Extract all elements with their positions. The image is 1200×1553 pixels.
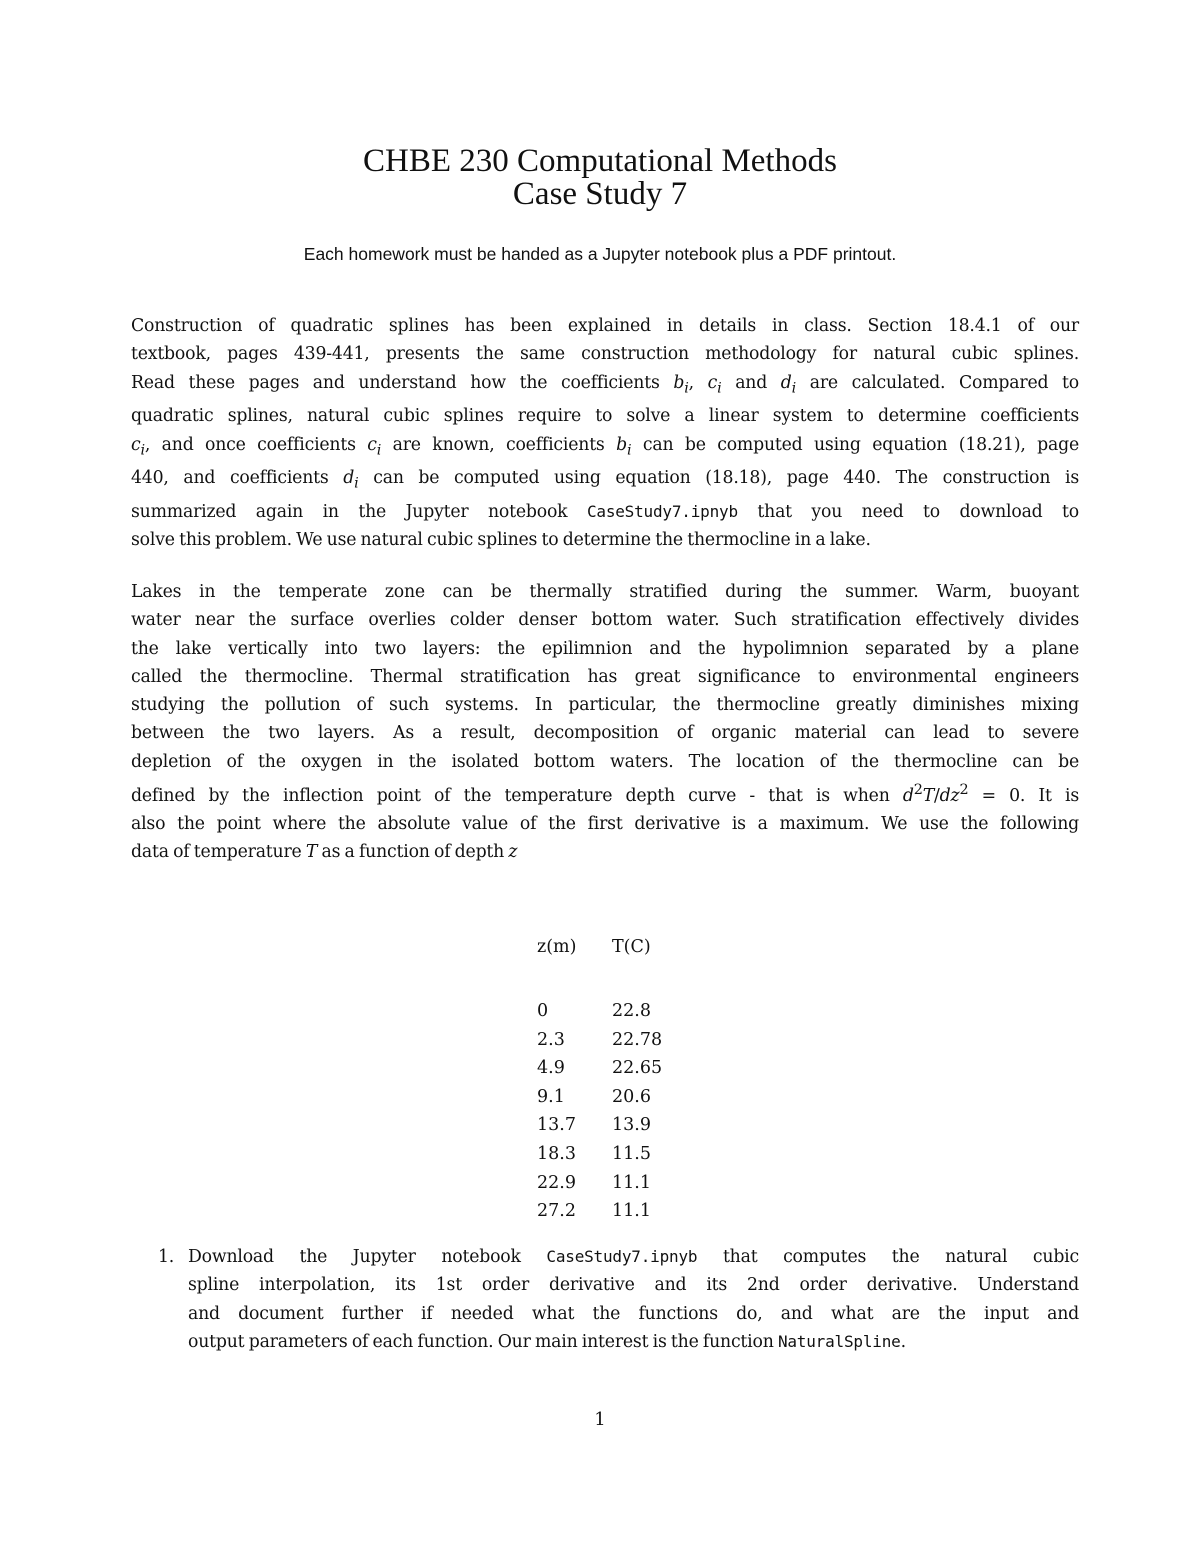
page-number: 1 [594, 1409, 606, 1430]
subtitle: Each homework must be handed as a Jupyter notebook plus a PDF printout. [303, 244, 897, 264]
table-row: 9.1 20.6 [537, 1086, 651, 1107]
list-item-number: 1. [158, 1247, 175, 1267]
paragraph-line: Construction of quadratic splines has been explained in details in class. Section 18.4.1 of our [131, 316, 1079, 336]
temperature-depth-table [537, 937, 672, 1226]
list-line: and document further if needed what the functions do, and what are the input and [188, 1303, 1079, 1324]
paragraph-line: studying the pollution of such systems. In particular, the thermocline greatly diminishes mixing [131, 695, 1079, 716]
paragraph-line: called the thermocline. Thermal stratification has great significance to environmental engineers [131, 666, 1079, 687]
table-row: 27.2 11.1 [537, 1201, 651, 1222]
table-header [537, 937, 672, 977]
paragraph-line: also the point where the absolute value of the first derivative is a maximum. We use the following [131, 814, 1079, 835]
paragraph-line: quadratic splines, natural cubic splines require to solve a linear system to determine coefficients [131, 406, 1079, 427]
paragraph-2 [131, 578, 1079, 867]
paragraph-line: Read these pages and understand how the coefficients $b_i$, $c_i$ and $d_i$ are calculated. Compared to [131, 372, 1079, 397]
list-item [188, 1243, 1079, 1356]
paragraph-line: water near the surface overlies colder denser bottom water. Such stratification effectively divides [131, 610, 1079, 631]
paragraph-line: textbook, pages 439-441, presents the same construction methodology for natural cubic splines. [131, 344, 1079, 365]
title-line-2: Case Study 7 [512, 176, 688, 212]
column-header-depth: z(m) [537, 937, 577, 957]
paragraph-line: 440, and coefficients $d_i$ can be computed using equation (18.18), page 440. The construction is [131, 468, 1079, 492]
table-row: 0 22.8 [537, 1001, 651, 1021]
table-row: 4.9 22.65 [537, 1058, 663, 1079]
paragraph-line: solve this problem. We use natural cubic splines to determine the thermocline in a lake. [131, 530, 871, 551]
table-row: 2.3 22.78 [537, 1029, 663, 1050]
paragraph-line: depletion of the oxygen in the isolated bottom waters. The location of the thermocline can be [131, 751, 1079, 772]
paragraph-1 [131, 312, 1079, 555]
table-row: 18.3 11.5 [537, 1143, 651, 1164]
paragraph-line: between the two layers. As a result, decomposition of organic material can lead to severe [131, 723, 1079, 744]
table-row: 13.7 13.9 [537, 1115, 651, 1136]
paragraph-line: $c_i$, and once coefficients $c_i$ are known, coefficients $b_i$ can be computed using equation (18.21), page [131, 434, 1079, 459]
list-line: output parameters of each function. Our main interest is the function NaturalSpline. [188, 1331, 906, 1352]
paragraph-line: data of temperature T as a function of depth z [131, 842, 518, 863]
table-row: 22.9 11.1 [537, 1172, 651, 1193]
paragraph-line: Lakes in the temperate zone can be thermally stratified during the summer. Warm, buoyant [131, 582, 1079, 602]
column-header-temperature: T(C) [612, 937, 651, 957]
paragraph-line: the lake vertically into two layers: the epilimnion and the hypolimnion separated by a plane [131, 638, 1079, 659]
paragraph-line: defined by the inflection point of the temperature depth curve - that is when $d^2T/dz^2 = 0$. It is [131, 782, 1079, 806]
list-line: spline interpolation, its 1st order derivative and its 2nd order derivative. Understand [188, 1275, 1079, 1296]
title-line-1: CHBE 230 Computational Methods [363, 143, 837, 179]
list-line: Download the Jupyter notebook CaseStudy7.ipnyb that computes the natural cubic [188, 1247, 1079, 1267]
paragraph-line: summarized again in the Jupyter notebook CaseStudy7.ipnyb that you need to download to [131, 502, 1079, 523]
